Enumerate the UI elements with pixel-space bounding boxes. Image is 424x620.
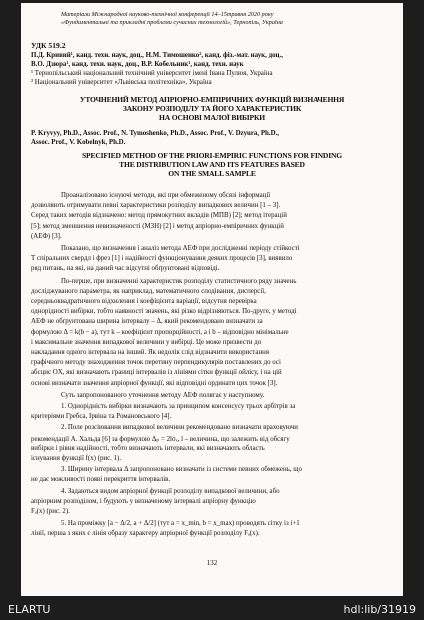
title-uk-line-3: НА ОСНОВІ МАЛОЇ ВИБІРКИ — [159, 113, 265, 122]
body-line: формулою Δ = k(b − a), тут k – коефіцієнт пропорційності, a і b – відповідно мінімальне — [31, 328, 289, 336]
document-page — [21, 3, 403, 596]
page-number: 132 — [206, 559, 218, 567]
authors-uk-line-1: П.Д. Кривий¹, канд. техн. наук, доц., Н.М. Тимошенко², канд. фіз.-мат. наук, доц., — [31, 52, 283, 59]
udk-code: УДК 519.2 — [31, 41, 66, 50]
footer-left-label: ELARTU — [8, 603, 51, 616]
title-en-line-2: THE DISTRIBUTION LAW AND ITS FEATURES BASED — [119, 160, 305, 169]
body-line: По-перше, при визначенні характеристик розподілу статистичного ряду значень — [61, 277, 297, 285]
body-line: [5]; метод зменшення невизначеності (МЗН) [2] і метод апріорно-емпіричних функцій — [31, 222, 284, 230]
title-uk-line-2: ЗАКОНУ РОЗПОДІЛУ ТА ЙОГО ХАРАКТЕРИСТИК — [122, 104, 302, 113]
affiliation-1: ¹ Тернопільський національний технічний університет імені Івана Пулюя, Україна — [31, 70, 273, 77]
body-line: 4. Задаються видом апріорної функції розподілу випадкової величини, або — [61, 487, 280, 495]
body-line: Т спіральних свердл і фрез [1] і надійності функціонування деяких процесів [3], виявило — [31, 255, 293, 263]
footer-bar — [0, 596, 424, 620]
body-line: накладання одного інтервала на інший. Як недолік слід відзначити використання — [31, 349, 269, 356]
title-uk-line-1: УТОЧНЕНИЙ МЕТОД АПРІОРНО-ЕМПІРИЧНИХ ФУНКЦІЙ ВИЗНАЧЕННЯ — [79, 95, 345, 104]
body-line: Серед таких методів відзначено: метод прямокутних вкладів (МПВ) [2]; метод ітерацій — [31, 212, 287, 220]
affiliation-2: ² Національний університет «Львівська політехніка», Україна — [31, 79, 212, 86]
body-line: вибірки і рівня надійності, тобто визначають інтервали, які визначають область — [31, 444, 265, 452]
body-line: не дає можливості появі перекриття інтервалів. — [31, 476, 171, 484]
body-line: апріорним розподілом, і будують у визначеному інтервалі апріорну функцію — [31, 497, 256, 505]
authors-en-line-2: Assoc. Prof., V. Kobelnyk, Ph.D. — [31, 139, 126, 146]
body-line: Проаналізовано існуючі методи, які при обмеженому обсязі інформації — [61, 192, 271, 199]
body-line: Fₐ(x) (рис. 2). — [31, 508, 70, 515]
body-line: Суть запропонованого уточнення методу АЕФ полягає у наступному. — [61, 391, 265, 399]
body-line: 1. Однорідність вибірки визначають за принципом консенсусу трьох арбітрів за — [61, 403, 296, 410]
body-line: 2. Поле розсіювання випадкової величини рекомендовано визначати враховуючи — [61, 424, 298, 432]
authors-uk-line-2: В.О. Дзюра¹, канд. техн. наук, доц., В.Р. Кобельник¹, канд. техн. наук — [31, 61, 244, 68]
body-line: рекомендації А. Хальда [6] за формулою Δₚ = 2lσₓ, l – величина, що залежить від обсягу — [31, 435, 290, 443]
body-line: АЕФ не обґрунтована ширина інтервалу – Δ, який рекомендовано визначати за — [31, 318, 263, 326]
conference-line-2: «Фундаментальні та прикладні проблеми сучасних технологій», Тернопіль, Україна — [61, 19, 283, 26]
body-line: ряд питань, на які, на даний час відсутні обґрунтовані відповіді. — [31, 265, 220, 273]
authors-en-line-1: P. Kryvyy, Ph.D., Assoc. Prof., N. Tymoshenko, Ph.D., Assoc. Prof., V. Dzyura, Ph.D., — [31, 130, 280, 137]
body-line: дозволяють отримувати певні характеристики розподілу випадкових величин [1 – 3]. — [31, 202, 281, 210]
title-en-line-1: SPECIFIED METHOD OF THE PRIORI-EMPIRIC FUNCTIONS FOR FINDING — [82, 151, 342, 160]
title-en-line-3: ON THE SMALL SAMPLE — [168, 169, 256, 178]
body-line: 3. Ширину інтервала Δ запропоновано визначати із системи певних обмежень, що — [61, 466, 303, 474]
body-line: середньоквадратичного відхилення і коефіцієнта варіації, відсутня перевірка — [31, 298, 257, 305]
body-line: однорідності вибірки, тобто наявності значень, які різко відрізняються. По-друге, у методі — [31, 308, 297, 316]
body-line: критеріями Гребса, Ірвіна та Романовського [4]. — [31, 413, 172, 421]
body-line: існування функції f(x) (рис. 1). — [31, 455, 122, 462]
body-line: і максимальне значення випадкової величини у вибірці. Це може призвести до — [31, 338, 262, 346]
body-line: досліджуваного параметра, як наприклад, математичного сподівання, дисперсії, — [31, 287, 266, 295]
body-line: Показано, що визначення і аналіз метода АЕФ при дослідженні періоду стійкості — [61, 245, 300, 252]
body-line: графічного методу знаходження точок перетину перпендикулярів поставлених до осі — [31, 359, 281, 367]
body-line: лінії, перша з яких є лінія образу характеру апріорної функції розподілу Fₐ(x). — [31, 530, 260, 538]
body-line: основі визначати значення апріорної функції, які відповідні ординати цих точок [3]. — [31, 379, 278, 387]
conference-line-1: Матеріали Міжнародної науково-технічної конференції 14–15травня 2020 року — [61, 11, 274, 18]
body-line: абсцис OX, які визначають границі інтервалів із лініями сітки функції ойлісу, і на цій — [31, 369, 282, 377]
body-line: 5. На проміжку [a − Δ/2, a + Δ/2] (тут a = x_min, b = x_max) проводять сітку із i+1 — [61, 520, 300, 528]
footer-right-handle: hdl:lib/31919 — [343, 603, 416, 616]
body-line: (АЕФ) [3]. — [31, 232, 62, 240]
